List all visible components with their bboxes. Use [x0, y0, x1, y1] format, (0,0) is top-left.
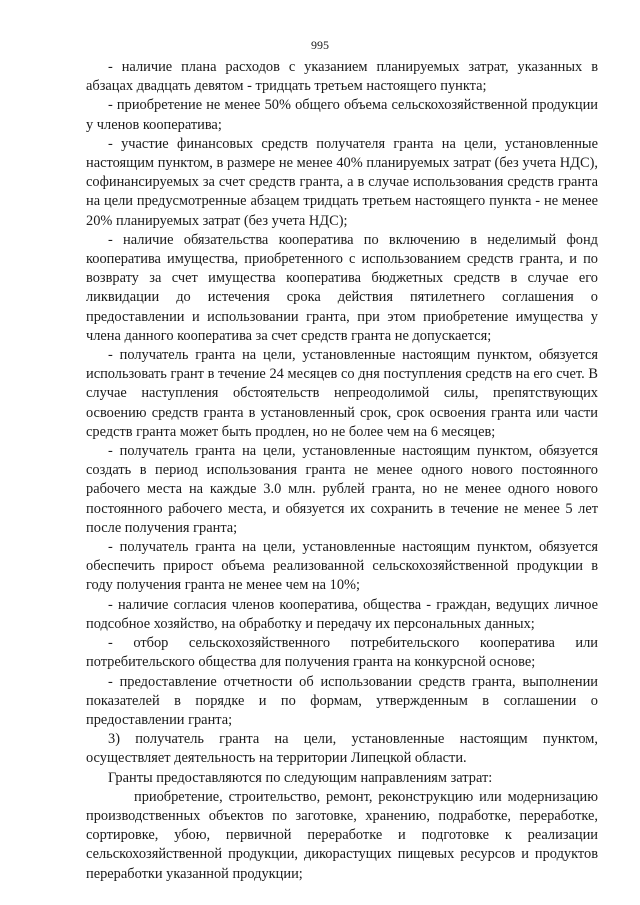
paragraph-rabochie-mesta: - получатель гранта на цели, установленные настоящим пунктом, обязуется создать в период использования гранта не менее одного нового постоянного рабочего места на каждые 3.0 млн. рублей гранта, но не менее одного нового постоянного рабочего места, и обязуется их сохранить в течение не менее 5 лет после получения гранта;: [86, 443, 598, 536]
paragraph-priobretenie-50: - приобретение не менее 50% общего объема сельскохозяйственной продукции у членов кооператива;: [86, 97, 598, 133]
page-number: 995: [311, 38, 329, 52]
paragraph-nedelimyi-fond: - наличие обязательства кооператива по включению в неделимый фонд кооператива имущества, приобретенного с использованием средств гранта, и по возврату за счет имущества кооператива бюджетных средств в случае его ликвидации до истечения срока действия пятилетнего соглашения о предоставлении и использовании гранта, при этом приобретение имущества у члена данного кооператива за счет средств гранта не допускается;: [86, 231, 598, 344]
paragraph-otbor: - отбор сельскохозяйственного потребительского кооператива или потребительского общества для получения гранта на конкурсной основе;: [86, 635, 598, 671]
paragraph-plan-raskhodov: - наличие плана расходов с указанием планируемых затрат, указанных в абзацах двадцать девятом - тридцать третьем настоящего пункта;: [86, 59, 598, 95]
paragraph-priobretenie-stroitelstvo: приобретение, строительство, ремонт, реконструкцию или модернизацию производственных объектов по заготовке, хранению, подработке, переработке, сортировке, убою, первичной переработке и подготовке к реализации сельскохозяйственной продукции, дикорастущих пищевых ресурсов и продуктов переработки указанной продукции;: [86, 788, 598, 882]
document-body: [86, 58, 598, 884]
paragraph-item-3: 3) получатель гранта на цели, установленные настоящим пунктом, осуществляет деятельность на территории Липецкой области.: [86, 731, 598, 767]
paragraph-srok-ispolzovaniya: - получатель гранта на цели, установленные настоящим пунктом, обязуется использовать грант в течение 24 месяцев со дня поступления средств на его счет. В случае наступления обстоятельств непреодолимой силы, препятствующих освоению средств гранта в установленный срок, срок освоения гранта или части средств гранта может быть продлен, но не более чем на 6 месяцев;: [86, 347, 598, 440]
paragraph-otchetnost: - предоставление отчетности об использовании средств гранта, выполнении показателей в порядке и по формам, утвержденным в соглашении о предоставлении гранта;: [86, 673, 598, 728]
paragraph-soglasie-chlenov: - наличие согласия членов кооператива, общества - граждан, ведущих личное подсобное хозяйство, на обработку и передачу их персональных данных;: [86, 596, 598, 632]
paragraph-napravleniya-zatrat: Гранты предоставляются по следующим направлениям затрат:: [108, 769, 493, 786]
paragraph-uchastie-sredstv: - участие финансовых средств получателя гранта на цели, установленные настоящим пунктом, в размере не менее 40% планируемых затрат (без учета НДС), софинансируемых за счет средств гранта, а в случае использования средств гранта на цели предусмотренные абзацем тридцать третьем настоящего пункта - не менее 20% планируемых затрат (без учета НДС);: [86, 135, 598, 229]
paragraph-prirost-obema: - получатель гранта на цели, установленные настоящим пунктом, обязуется обеспечить прирост объема реализованной сельскохозяйственной продукции в году получения гранта не менее чем на 10%;: [86, 539, 598, 594]
